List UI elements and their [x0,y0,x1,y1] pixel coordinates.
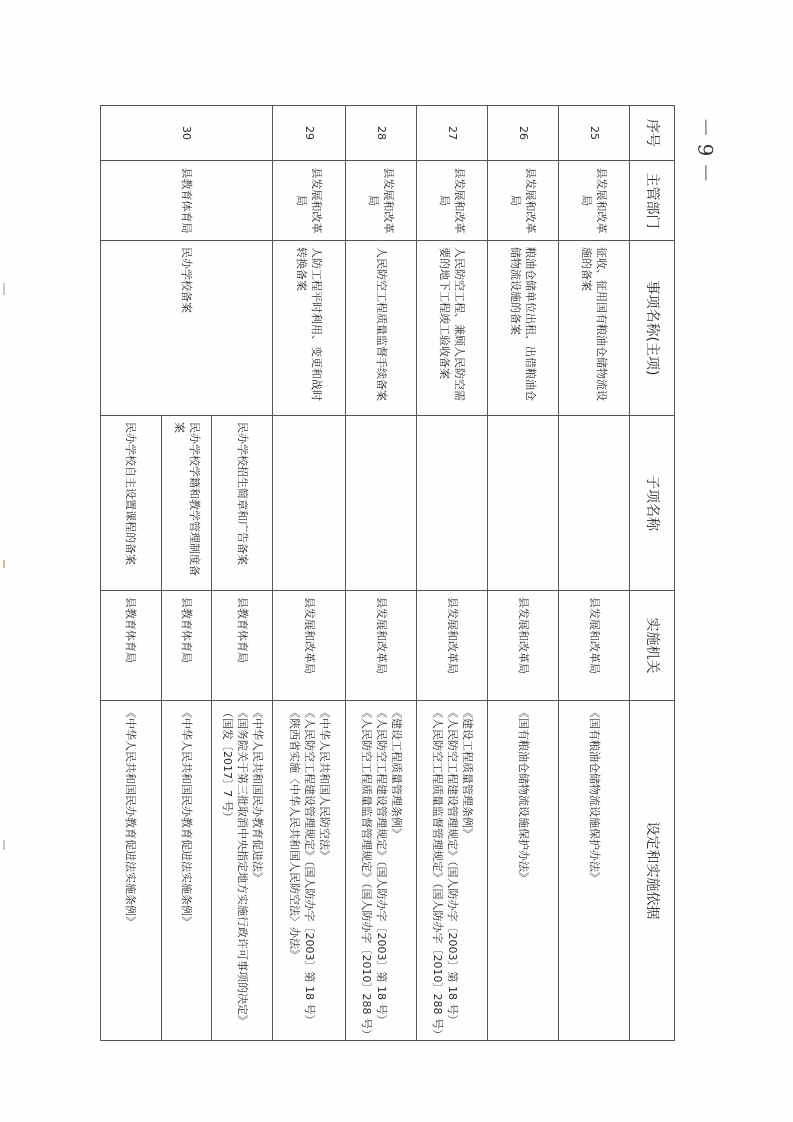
table-row [212,106,273,1041]
basis-line: 《人民防空工程建设管理规定》（国人防办字〔2003〕第 18 号） [374,707,388,1026]
basis-line: 《国有粮油仓储物流设施保护办法》 [587,707,601,883]
cell-seq: 27 [417,106,488,161]
cell-dept: 县教育体育局 [101,161,273,241]
basis-line: （国发〔2017〕7 号） [220,707,234,823]
rotated-table-container [100,105,675,1040]
table-row [346,106,417,1041]
cell-basis [559,701,630,1041]
cell-agency: 县教育体育局 [161,591,212,701]
cell-seq: 28 [346,106,417,161]
cell-agency: 县发展和改革局 [559,591,630,701]
binding-mark [3,840,5,850]
binding-mark [3,283,5,295]
document-table-area [100,105,675,1040]
page-number-text: － 9 － [693,117,718,183]
cell-sub-item [559,416,630,591]
basis-line: 《中华人民共和国民办教育促进法实施条例》 [180,707,194,927]
cell-basis [101,701,162,1041]
table-row [488,106,559,1041]
basis-line: 《中华人民共和国民办教育促进法实施条例》 [124,707,138,927]
cell-agency: 县教育体育局 [101,591,162,701]
cell-dept: 县发展和改革局 [559,161,630,241]
basis-line: 《中华人民共和国人民防空法》 [317,707,331,861]
cell-basis [212,701,273,1041]
cell-sub-item: 民办学校学籍和教学管理制度备案 [161,416,212,591]
basis-line: 《人民防空工程建设管理规定》（国人防办字〔2003〕第 18 号） [445,707,459,1026]
cell-main-item: 粮油仓储单位出租、出借粮油仓储物流设施的备案 [488,241,559,416]
cell-sub-item [346,416,417,591]
cell-dept: 县发展和改革局 [273,161,346,241]
cell-sub-item [417,416,488,591]
cell-sub-item [273,416,346,591]
page-number [692,117,722,183]
cell-main-item: 民办学校备案 [101,241,273,416]
table-row [417,106,488,1041]
cell-agency: 县发展和改革局 [417,591,488,701]
cell-basis [488,701,559,1041]
cell-basis [417,701,488,1041]
table-row [559,106,630,1041]
basis-line: 《人民防空工程质量监督管理规定》（国人防办字〔2010〕288 号） [359,707,373,1040]
cell-dept: 县发展和改革局 [346,161,417,241]
header-agency: 实施机关 [630,591,675,701]
basis-line: 《建设工程质量管理条例》 [389,707,403,839]
cell-basis [346,701,417,1041]
basis-line: 《中华人民共和国民办教育促进法》 [250,707,264,883]
cell-seq: 25 [559,106,630,161]
cell-agency: 县发展和改革局 [488,591,559,701]
header-dept: 主管部门 [630,161,675,241]
table-header-row [630,106,675,1041]
cell-sub-item: 民办学校招生简章和广告备案 [212,416,273,591]
table-row [273,106,346,1041]
cell-basis [273,701,346,1041]
cell-main-item: 人防工程平时利用、变更和战时转换备案 [273,241,346,416]
cell-main-item: 征收、征用国有粮油仓储物流设施的备案 [559,241,630,416]
cell-sub-item: 民办学校自主设置课程的备案 [101,416,162,591]
basis-line: 《人民防空工程质量监督管理规定》（国人防办字〔2010〕288 号） [430,707,444,1040]
cell-basis [161,701,212,1041]
cell-main-item: 人民防空工程、兼顾人民防空需要的地下工程竣工验收备案 [417,241,488,416]
header-main-item: 事项名称(主项) [630,241,675,416]
basis-line: 《建设工程质量管理条例》 [460,707,474,839]
header-seq: 序号 [630,106,675,161]
cell-sub-item [488,416,559,591]
basis-line: 《国务院关于第三批取消中央指定地方实施行政许可事项的决定》 [235,707,249,1026]
header-sub-item: 子项名称 [630,416,675,591]
basis-line: 《国有粮油仓储物流设施保护办法》 [516,707,530,883]
cell-dept: 县发展和改革局 [488,161,559,241]
cell-agency: 县发展和改革局 [346,591,417,701]
cell-seq: 30 [101,106,273,161]
cell-dept: 县发展和改革局 [417,161,488,241]
cell-agency: 县发展和改革局 [273,591,346,701]
filing-items-table [100,105,675,1041]
cell-agency: 县教育体育局 [212,591,273,701]
header-basis: 设定和实施依据 [630,701,675,1041]
cell-main-item: 人民防空工程质量监督手续备案 [346,241,417,416]
basis-line: 《陕西省实施〈中华人民共和国人民防空法〉办法》 [287,707,301,960]
cell-seq: 29 [273,106,346,161]
cell-seq: 26 [488,106,559,161]
binding-mark [3,560,5,568]
basis-line: 《人民防空工程建设管理规定》（国人防办字〔2003〕第 18 号） [302,707,316,1026]
